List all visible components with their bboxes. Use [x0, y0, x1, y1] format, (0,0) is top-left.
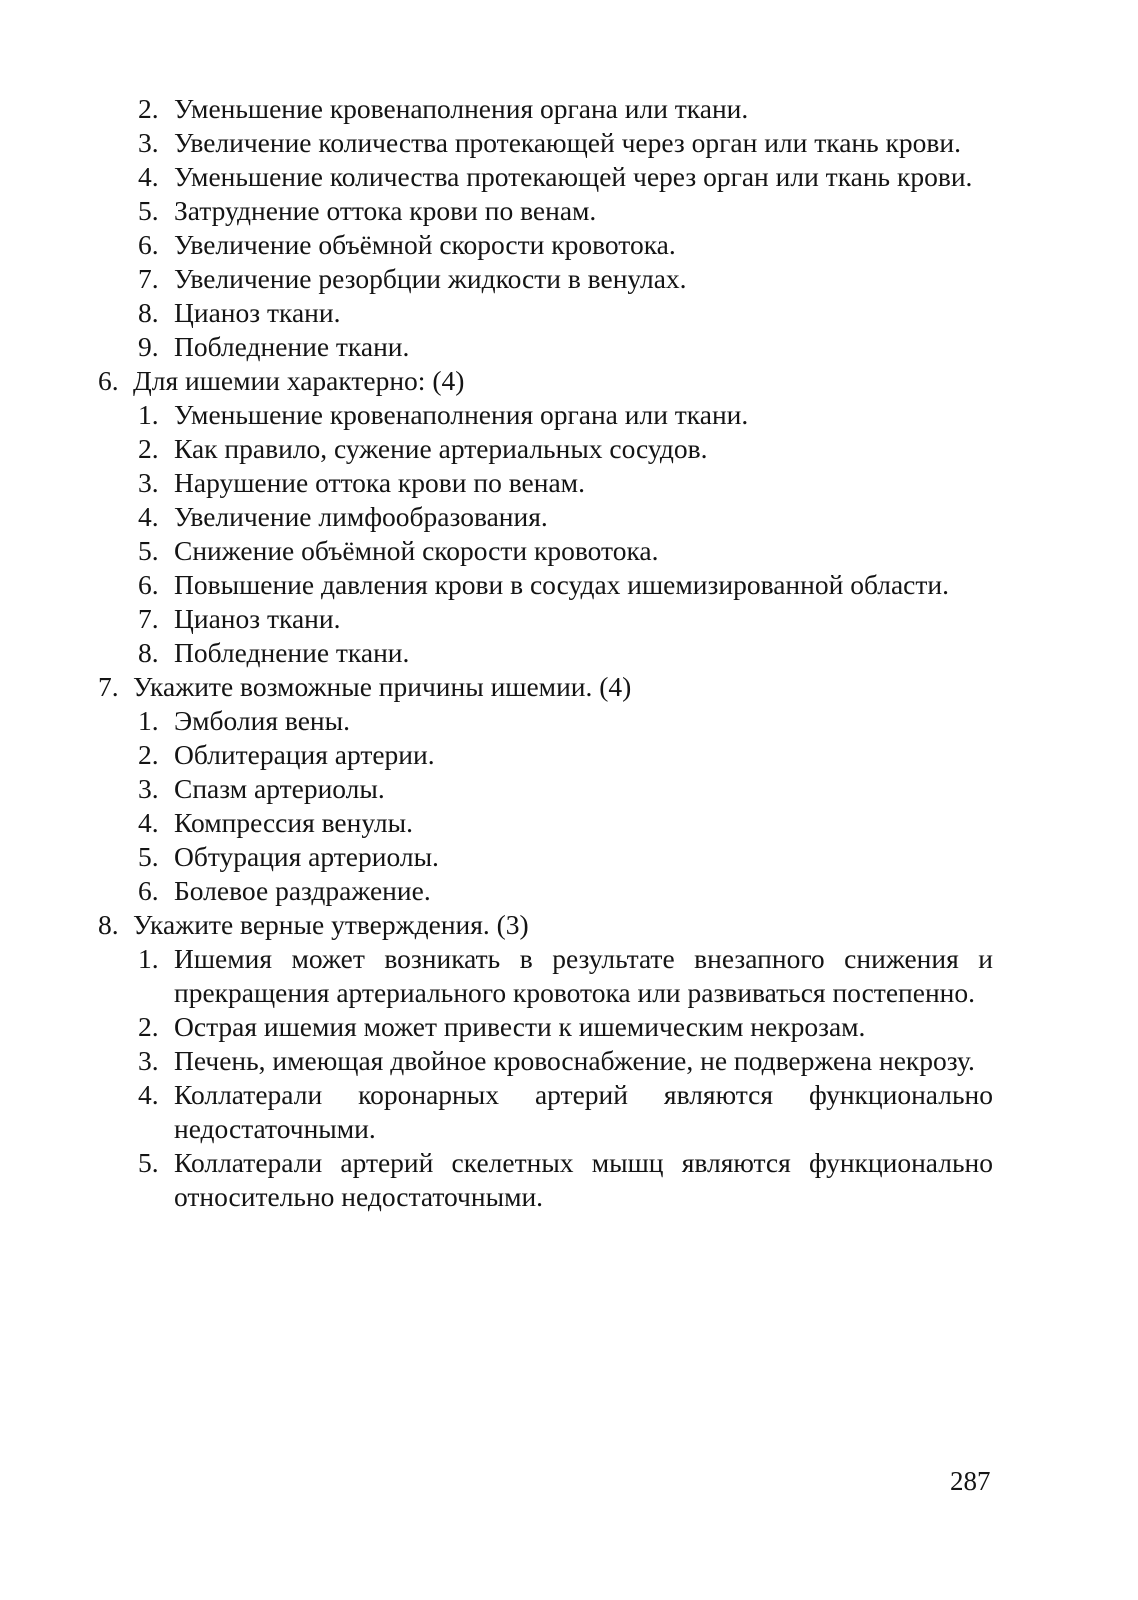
- question-number: 8.: [98, 909, 119, 940]
- question-7-options: [98, 704, 993, 908]
- option-number: 3.: [138, 773, 159, 804]
- option-text: Цианоз ткани.: [174, 603, 341, 634]
- question-text: Укажите верные утверждения. (3): [133, 909, 529, 940]
- option-text: Снижение объёмной скорости кровотока.: [174, 535, 659, 566]
- list-item: [98, 568, 993, 602]
- option-number: 8.: [138, 297, 159, 328]
- list-item: [98, 1146, 993, 1214]
- option-number: 4.: [138, 807, 159, 838]
- list-item: [98, 1044, 993, 1078]
- option-number: 5.: [138, 1147, 159, 1178]
- option-text: Коллатерали коронарных артерий являются функционально недостаточными.: [174, 1079, 993, 1144]
- question-text: Укажите возможные причины ишемии. (4): [133, 671, 632, 702]
- question-7: [98, 670, 993, 704]
- list-item: [98, 738, 993, 772]
- list-item: [98, 432, 993, 466]
- page-content: [98, 92, 993, 1214]
- list-item: [98, 840, 993, 874]
- list-item: [98, 772, 993, 806]
- list-item: [98, 534, 993, 568]
- option-number: 1.: [138, 399, 159, 430]
- question-6-options: [98, 398, 993, 670]
- option-text: Увеличение объёмной скорости кровотока.: [174, 229, 676, 260]
- option-number: 3.: [138, 1045, 159, 1076]
- option-text: Обтурация артериолы.: [174, 841, 439, 872]
- option-number: 9.: [138, 331, 159, 362]
- option-text: Побледнение ткани.: [174, 331, 410, 362]
- option-text: Уменьшение кровенаполнения органа или ткани.: [174, 93, 749, 124]
- option-number: 3.: [138, 467, 159, 498]
- option-text: Нарушение оттока крови по венам.: [174, 467, 585, 498]
- list-item: [98, 330, 993, 364]
- option-number: 5.: [138, 841, 159, 872]
- list-item: [98, 92, 993, 126]
- list-item: [98, 806, 993, 840]
- option-number: 2.: [138, 739, 159, 770]
- option-text: Цианоз ткани.: [174, 297, 341, 328]
- option-number: 2.: [138, 433, 159, 464]
- option-text: Побледнение ткани.: [174, 637, 410, 668]
- page-number: 287: [950, 1466, 991, 1496]
- list-item: [98, 636, 993, 670]
- option-number: 4.: [138, 1079, 159, 1110]
- list-item: [98, 874, 993, 908]
- option-text: Как правило, сужение артериальных сосудов.: [174, 433, 708, 464]
- option-text: Болевое раздражение.: [174, 875, 431, 906]
- list-item: [98, 942, 993, 1010]
- option-text: Компрессия венулы.: [174, 807, 413, 838]
- list-item: [98, 160, 993, 194]
- question-5-continued-options: [98, 92, 993, 364]
- list-item: [98, 228, 993, 262]
- question-text: Для ишемии характерно: (4): [133, 365, 465, 396]
- question-number: 6.: [98, 365, 119, 396]
- option-number: 7.: [138, 263, 159, 294]
- option-number: 8.: [138, 637, 159, 668]
- option-text: Увеличение количества протекающей через орган или ткань крови.: [174, 127, 961, 158]
- list-item: [98, 296, 993, 330]
- option-number: 5.: [138, 535, 159, 566]
- option-text: Острая ишемия может привести к ишемическим некрозам.: [174, 1011, 866, 1042]
- option-text: Ишемия может возникать в результате внезапного снижения и прекращения артериального кровотока или развиваться постепенно.: [174, 943, 993, 1008]
- option-number: 6.: [138, 875, 159, 906]
- option-text: Затруднение оттока крови по венам.: [174, 195, 597, 226]
- option-number: 2.: [138, 1011, 159, 1042]
- option-number: 5.: [138, 195, 159, 226]
- question-6: [98, 364, 993, 398]
- list-item: [98, 126, 993, 160]
- option-number: 6.: [138, 569, 159, 600]
- list-item: [98, 1010, 993, 1044]
- list-item: [98, 194, 993, 228]
- option-number: 4.: [138, 501, 159, 532]
- option-text: Спазм артериолы.: [174, 773, 385, 804]
- option-text: Печень, имеющая двойное кровоснабжение, не подвержена некрозу.: [174, 1045, 975, 1076]
- option-text: Облитерация артерии.: [174, 739, 435, 770]
- option-text: Увеличение лимфообразования.: [174, 501, 548, 532]
- question-8: [98, 908, 993, 942]
- list-item: [98, 262, 993, 296]
- option-number: 4.: [138, 161, 159, 192]
- question-8-options: [98, 942, 993, 1214]
- option-text: Эмболия вены.: [174, 705, 350, 736]
- list-item: [98, 466, 993, 500]
- option-text: Уменьшение кровенаполнения органа или ткани.: [174, 399, 749, 430]
- list-item: [98, 704, 993, 738]
- list-item: [98, 602, 993, 636]
- list-item: [98, 398, 993, 432]
- option-number: 1.: [138, 705, 159, 736]
- option-number: 7.: [138, 603, 159, 634]
- option-number: 1.: [138, 943, 159, 974]
- list-item: [98, 1078, 993, 1146]
- option-text: Увеличение резорбции жидкости в венулах.: [174, 263, 687, 294]
- option-text: Повышение давления крови в сосудах ишемизированной области.: [174, 569, 949, 600]
- option-number: 6.: [138, 229, 159, 260]
- option-text: Коллатерали артерий скелетных мышц являются функционально относительно недостаточными.: [174, 1147, 993, 1212]
- option-number: 2.: [138, 93, 159, 124]
- list-item: [98, 500, 993, 534]
- option-number: 3.: [138, 127, 159, 158]
- option-text: Уменьшение количества протекающей через орган или ткань крови.: [174, 161, 973, 192]
- question-number: 7.: [98, 671, 119, 702]
